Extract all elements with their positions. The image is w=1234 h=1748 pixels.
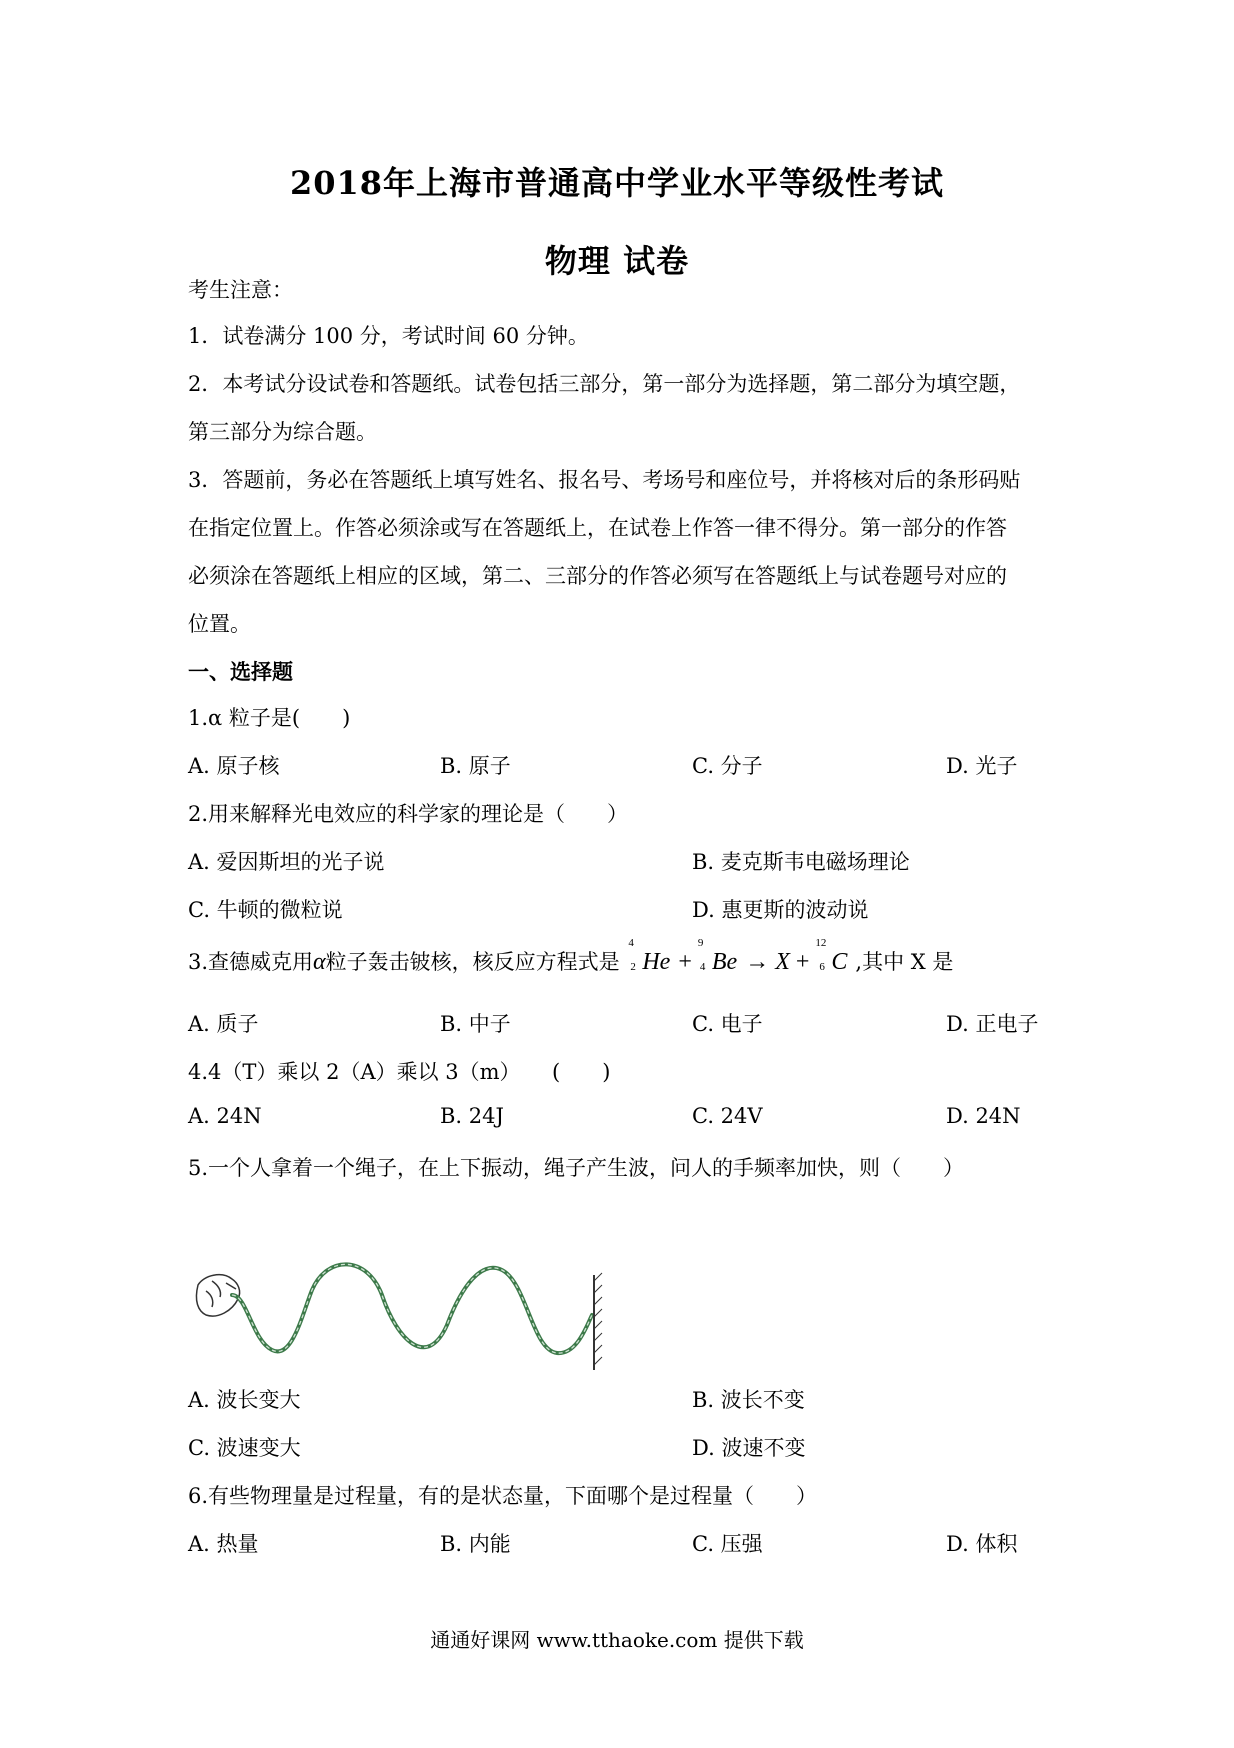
c-symbol: C [831, 949, 848, 975]
q3-option-b: B. 中子 [440, 1012, 511, 1036]
q2-option-d: D. 惠更斯的波动说 [692, 898, 869, 922]
rope-wave-figure [192, 1255, 632, 1375]
q5-option-b: B. 波长不变 [692, 1388, 805, 1412]
footer-text: 通通好课网 www.tthaoke.com 提供下载 [430, 1628, 804, 1652]
note-3a: 3．答题前，务必在答题纸上填写姓名、报名号、考场号和座位号，并将核对后的条形码贴 [188, 468, 1021, 492]
he-atomic-number: 2 [630, 961, 636, 973]
x-product: X [775, 949, 790, 975]
q5-option-a: A. 波长变大 [188, 1388, 301, 1412]
q6-stem: 6.有些物理量是过程量，有的是状态量，下面哪个是过程量（ ） [188, 1484, 818, 1508]
q5-option-d: D. 波速不变 [692, 1436, 806, 1460]
q3-option-c: C. 电子 [692, 1012, 763, 1036]
note-3b: 在指定位置上。作答必须涂或写在答题纸上，在试卷上作答一律不得分。第一部分的作答 [188, 516, 1007, 540]
q1-stem: 1.α 粒子是( ) [188, 706, 351, 730]
q2-option-c: C. 牛顿的微粒说 [188, 898, 343, 922]
q1-option-a: A. 原子核 [188, 754, 280, 778]
q3-option-d: D. 正电子 [946, 1012, 1039, 1036]
q3-stem-mid: 粒子轰击铍核，核反应方程式是 [325, 950, 620, 974]
q4-option-d: D. 24N [946, 1104, 1021, 1128]
c-atomic-number: 6 [819, 961, 825, 973]
q3-stem [188, 937, 954, 976]
q6-option-c: C. 压强 [692, 1532, 763, 1556]
rope-wave [232, 1264, 592, 1353]
note-3c: 必须涂在答题纸上相应的区域，第二、三部分的作答必须写在答题纸上与试卷题号对应的 [188, 564, 1007, 588]
q1-option-b: B. 原子 [440, 754, 511, 778]
exam-subtitle: 物理 试卷 [544, 242, 690, 280]
q1-option-d: D. 光子 [946, 754, 1018, 778]
plus-sign: + [678, 949, 692, 975]
q2-option-b: B. 麦克斯韦电磁场理论 [692, 850, 910, 874]
q1-option-c: C. 分子 [692, 754, 763, 778]
be-symbol: Be [711, 949, 738, 975]
he-mass-number: 4 [628, 937, 634, 949]
beryllium-nucleus [697, 937, 738, 976]
q6-option-b: B. 内能 [440, 1532, 511, 1556]
q3-alpha: α [313, 949, 326, 975]
q4-option-a: A. 24N [188, 1104, 262, 1128]
rope-texture [232, 1264, 592, 1353]
carbon-nucleus [815, 937, 848, 976]
plus-sign: + [795, 949, 810, 975]
note-2b: 第三部分为综合题。 [188, 420, 377, 444]
be-atomic-number: 4 [699, 961, 706, 973]
q4-option-c: C. 24V [692, 1104, 763, 1128]
note-1: 1．试卷满分 100 分，考试时间 60 分钟。 [188, 324, 589, 348]
he-symbol: He [642, 949, 671, 975]
q2-option-a: A. 爱因斯坦的光子说 [188, 850, 385, 874]
q3-stem-pre: 3.查德威克用 [188, 950, 314, 974]
note-3d: 位置。 [188, 612, 251, 636]
note-2a: 2．本考试分设试卷和答题纸。试卷包括三部分，第一部分为选择题，第二部分为填空题， [188, 372, 1021, 396]
notes-heading: 考生注意： [188, 278, 293, 302]
q6-option-a: A. 热量 [188, 1532, 259, 1556]
q6-option-d: D. 体积 [946, 1532, 1018, 1556]
q3-stem-post: ,其中 X 是 [855, 950, 954, 974]
arrow-icon: → [745, 949, 770, 975]
wall-icon [594, 1273, 602, 1370]
section-heading: 一、选择题 [188, 659, 293, 684]
q5-stem: 5.一个人拿着一个绳子，在上下振动，绳子产生波，问人的手频率加快，则（ ） [188, 1156, 965, 1180]
be-mass-number: 9 [697, 937, 704, 949]
c-mass-number: 12 [815, 937, 827, 949]
q4-option-b: B. 24J [440, 1104, 504, 1128]
q4-stem: 4.4（T）乘以 2（A）乘以 3（m） ( ) [188, 1060, 611, 1084]
exam-title: 2018年上海市普通高中学业水平等级性考试 [289, 164, 945, 202]
q2-stem: 2.用来解释光电效应的科学家的理论是（ ） [188, 802, 629, 826]
q5-option-c: C. 波速变大 [188, 1436, 301, 1460]
q3-option-a: A. 质子 [188, 1012, 259, 1036]
nuclear-equation [628, 937, 855, 975]
helium-nucleus [628, 937, 671, 976]
